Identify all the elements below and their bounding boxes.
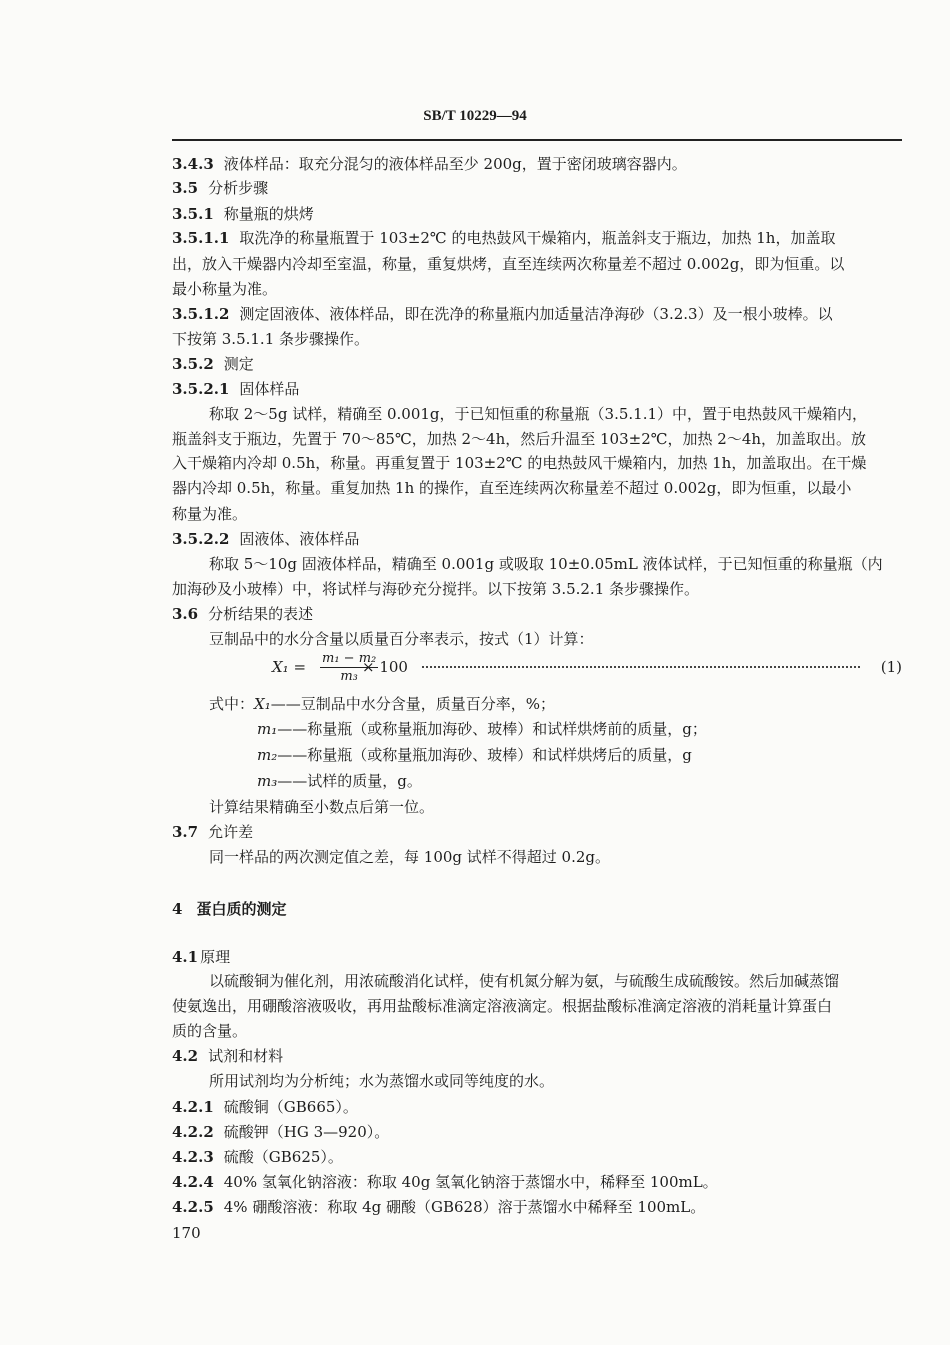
clause-number: 3.6	[172, 605, 199, 623]
formula-multiplier: × 100	[362, 658, 408, 676]
clause-text: 固液体、液体样品	[239, 530, 360, 548]
clause-4-2-1	[172, 1096, 358, 1118]
clause-number: 3.5.2.2	[172, 530, 230, 548]
clause-3-5-2-2	[172, 528, 359, 550]
text-line: 计算结果精确至小数点后第一位。	[209, 798, 435, 816]
clause-3-7	[172, 821, 253, 843]
text-line: 瓶盖斜支于瓶边，先置于 70～85℃，加热 2～4h，然后升温至 103±2℃，加热 2～4h，加盖取出。放	[172, 430, 867, 448]
clause-text: 液体样品：取充分混匀的液体样品至少 200g，置于密闭玻璃容器内。	[223, 155, 687, 173]
clause-text: 40% 氢氧化钠溶液：称取 40g 氢氧化钠溶于蒸馏水中，稀释至 100mL。	[223, 1173, 718, 1191]
clause-4-1	[172, 946, 230, 968]
definition-m3	[257, 770, 422, 792]
text-line: 加海砂及小玻棒）中，将试样与海砂充分搅拌。以下按第 3.5.2.1 条步骤操作。	[172, 580, 700, 598]
formula-lhs: X₁ =	[272, 658, 307, 676]
clause-text: 测定固液体、液体样品，即在洗净的称量瓶内加适量洁净海砂（3.2.3）及一根小玻棒。以	[239, 305, 833, 323]
clause-text: 试剂和材料	[208, 1047, 284, 1065]
clause-number: 4.2	[172, 1047, 199, 1065]
clause-text: 测定	[223, 355, 254, 373]
standard-header: SB/T 10229—94	[423, 108, 527, 124]
formula-1	[272, 652, 902, 686]
clause-number: 4.2.2	[172, 1123, 214, 1141]
formula-denominator: m₃	[340, 669, 358, 684]
text-line: 所用试剂均为分析纯；水为蒸馏水或同等纯度的水。	[209, 1072, 555, 1090]
clause-3-5-1-2	[172, 303, 833, 325]
text-line: 下按第 3.5.1.1 条步骤操作。	[172, 330, 370, 348]
clause-text: 允许差	[208, 823, 254, 841]
section-4-heading	[172, 898, 286, 920]
clause-number: 3.5.2	[172, 355, 214, 373]
clause-number: 3.5	[172, 179, 199, 197]
clause-text: 硫酸（GB625）。	[223, 1148, 343, 1166]
text-line: 称量为准。	[172, 505, 248, 523]
clause-text: 硫酸铜（GB665）。	[223, 1098, 358, 1116]
definition-text: ——试样的质量，g。	[277, 772, 422, 790]
text-line: 以硫酸铜为催化剂，用浓硫酸消化试样，使有机氮分解为氨，与硫酸生成硫酸铵。然后加碱蒸馏	[209, 972, 840, 990]
text-line: 最小称量为准。	[172, 280, 278, 298]
definition-text: ——称量瓶（或称量瓶加海砂、玻棒）和试样烘烤后的质量，g	[277, 746, 692, 764]
text-line: 器内冷却 0.5h，称量。重复加热 1h 的操作，直至连续两次称量差不超过 0.002g，即为恒重，以最小	[172, 479, 852, 497]
section-number: 4	[172, 900, 183, 918]
definition-m1	[257, 718, 707, 740]
symbol: m₂	[257, 746, 278, 764]
header-rule	[172, 139, 902, 141]
clause-4-2	[172, 1045, 283, 1067]
clause-3-5-1	[172, 203, 314, 225]
clause-number: 3.5.1.2	[172, 305, 230, 323]
definition-m2	[257, 744, 692, 766]
text-line: 出，放入干燥器内冷却至室温，称量，重复烘烤，直至连续两次称量差不超过 0.002g，即为恒重。以	[172, 255, 845, 273]
clause-text: 4% 硼酸溶液：称取 4g 硼酸（GB628）溶于蒸馏水中稀释至 100mL。	[223, 1198, 706, 1216]
clause-number: 4.2.4	[172, 1173, 214, 1191]
clause-text: 取洗净的称量瓶置于 103±2℃ 的电热鼓风干燥箱内，瓶盖斜支于瓶边，加热 1h，加盖取	[239, 229, 836, 247]
clause-3-5	[172, 177, 268, 199]
text-line: 称取 5～10g 固液体样品，精确至 0.001g 或吸取 10±0.05mL 液体试样，于已知恒重的称量瓶（内	[209, 555, 883, 573]
clause-text: 分析步骤	[208, 179, 269, 197]
equation-number: (1)	[880, 658, 902, 676]
clause-3-5-2-1	[172, 378, 299, 400]
clause-3-5-2	[172, 353, 254, 375]
definition-text: ——称量瓶（或称量瓶加海砂、玻棒）和试样烘烤前的质量，g；	[277, 720, 707, 738]
clause-4-2-4	[172, 1171, 718, 1193]
clause-number: 4.2.5	[172, 1198, 214, 1216]
clause-text: 原理	[200, 948, 231, 966]
clause-3-6	[172, 603, 313, 625]
clause-4-2-2	[172, 1121, 389, 1143]
clause-number: 4.2.3	[172, 1148, 214, 1166]
clause-number: 3.5.1.1	[172, 229, 230, 247]
clause-text: 固体样品	[239, 380, 300, 398]
clause-3-5-1-1	[172, 227, 835, 249]
dot-leader	[422, 666, 860, 668]
text-line: 豆制品中的水分含量以质量百分率表示，按式（1）计算：	[209, 630, 594, 648]
text-line: 使氨逸出，用硼酸溶液吸收，再用盐酸标准滴定溶液滴定。根据盐酸标准滴定溶液的消耗量计算蛋白	[172, 997, 833, 1015]
clause-4-2-5	[172, 1196, 705, 1218]
clause-text: 硫酸钾（HG 3—920）。	[223, 1123, 390, 1141]
clause-number: 4.2.1	[172, 1098, 214, 1116]
definition-prefix: 式中：	[209, 695, 255, 713]
clause-text: 称量瓶的烘烤	[223, 205, 314, 223]
text-line: 同一样品的两次测定值之差，每 100g 试样不得超过 0.2g。	[209, 848, 610, 866]
symbol: X₁	[254, 695, 271, 713]
clause-4-2-3	[172, 1146, 343, 1168]
clause-number: 3.5.2.1	[172, 380, 230, 398]
formula-numerator: m₁ − m₂	[322, 651, 377, 666]
symbol: m₁	[257, 720, 278, 738]
symbol: m₃	[257, 772, 278, 790]
clause-text: 分析结果的表述	[208, 605, 314, 623]
definition-text: ——豆制品中水分含量，质量百分率，%；	[270, 695, 555, 713]
section-title: 蛋白质的测定	[196, 900, 287, 918]
definition-x1	[209, 693, 555, 715]
text-line: 称取 2～5g 试样，精确至 0.001g，于已知恒重的称量瓶（3.5.1.1）中，置于电热鼓风干燥箱内，	[209, 405, 868, 423]
clause-number: 3.7	[172, 823, 199, 841]
clause-3-4-3	[172, 153, 687, 175]
clause-number: 3.4.3	[172, 155, 214, 173]
text-line: 入干燥箱内冷却 0.5h，称量。再重复置于 103±2℃ 的电热鼓风干燥箱内，加热 1h，加盖取出。在干燥	[172, 454, 867, 472]
clause-number: 4.1	[172, 948, 199, 966]
clause-number: 3.5.1	[172, 205, 214, 223]
text-line: 质的含量。	[172, 1022, 248, 1040]
page-number: 170	[172, 1224, 201, 1242]
